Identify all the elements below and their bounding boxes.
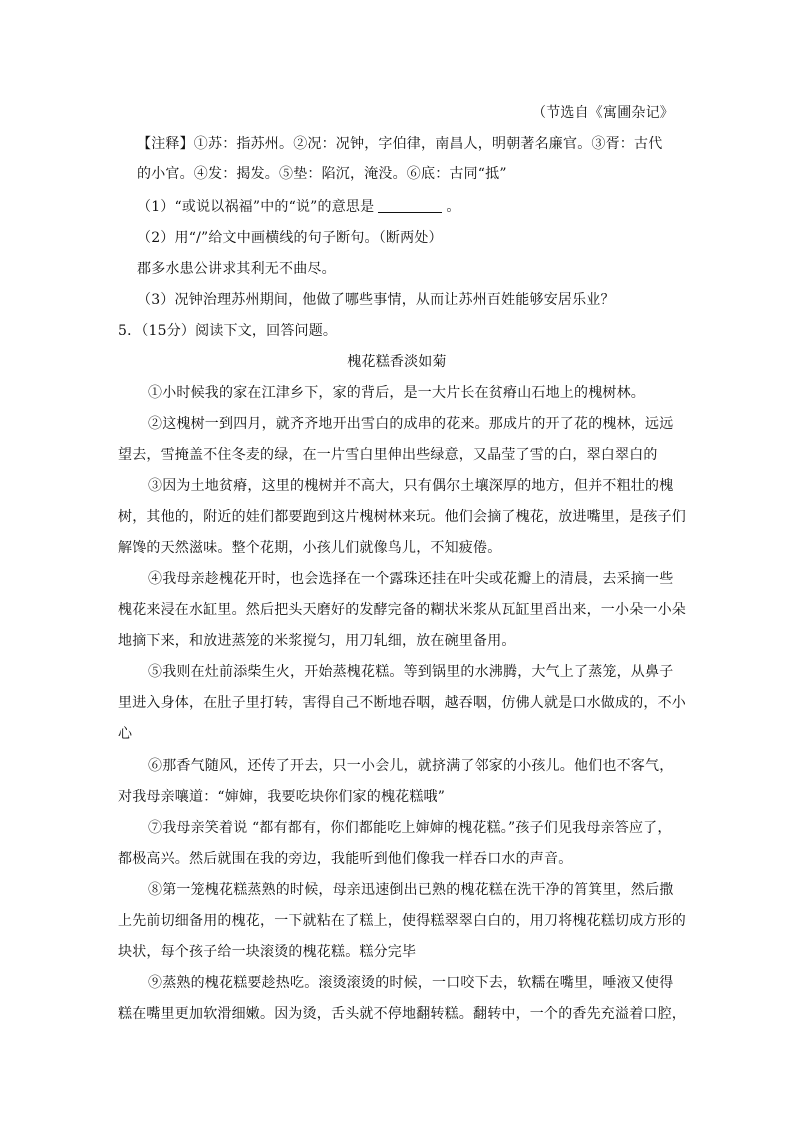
question-1 [137,197,461,217]
paragraph-line: ⑤我则在灶前添柴生火，开始蒸槐花糕。等到锅里的水沸腾，大气上了蒸笼，从鼻子 [148,664,674,680]
article-title: 槐花糕香淡如菊 [347,354,447,370]
section-5-header: 5．（15分）阅读下文，回答问题。 [118,323,338,339]
paragraph-line: 心 [118,726,133,742]
paragraph-line: ⑥那香气随风，还传了开去，只一小会儿，就挤满了邻家的小孩儿。他们也不客气， [148,758,674,774]
paragraph-line: 地摘下来，和放进蒸笼的米浆搅匀，用刀轧细，放在碗里备用。 [118,633,516,649]
answer-blank[interactable] [378,198,442,213]
paragraph-line: 望去，雪掩盖不住冬麦的绿，在一片雪白里伸出些绿意，又晶莹了雪的白，翠白翠白的 [118,447,658,463]
annotation-line-1: 【注释】①苏：指苏州。②况：况钟，字伯律，南昌人，明朝著名廉官。③胥：古代 [137,136,663,152]
question-2: （2）用“/”给文中画横线的句子断句。（断两处） [137,230,443,246]
question-1-text: （1）“或说以祸福”中的“说”的意思是 [137,199,375,215]
paragraph-line: 树，其他的，附近的娃们都要跑到这片槐树林来玩。他们会摘了槐花，放进嘴里，是孩子们 [118,509,686,525]
paragraph-line: 对我母亲嚷道：“婶婶，我要吃块你们家的槐花糕哦” [118,789,446,805]
paragraph-line: ⑧第一笼槐花糕蒸熟的时候，母亲迅速倒出已熟的槐花糕在洗干净的筲箕里，然后撒 [148,882,674,898]
question-3: （3）况钟治理苏州期间，他做了哪些事情，从而让苏州百姓能够安居乐业？ [137,292,615,308]
paragraph-line: ④我母亲趁槐花开时，也会选择在一个露珠还挂在叶尖或花瓣上的清晨，去采摘一些 [148,571,674,587]
paragraph-line: 里进入身体，在肚子里打转，害得自己不断地吞咽，越吞咽，仿佛人就是口水做成的，不小 [118,695,686,711]
annotation-line-2: 的小官。④发：揭发。⑤垫：陷沉，淹没。⑥底：古同“抵” [137,166,507,182]
paragraph-line: 块状，每个孩子给一块滚烫的槐花糕。糕分完毕 [118,944,417,960]
paragraph-line: 都极高兴。然后就围在我的旁边，我能听到他们像我一样吞口水的声音。 [118,851,573,867]
paragraph-line: ⑨蒸熟的槐花糕要趁热吃。滚烫滚烫的时候，一口咬下去，软糯在嘴里，唾液又使得 [148,975,674,991]
question-1-end: 。 [446,199,461,215]
question-2-sentence: 郡多水患公讲求其利无不曲尽。 [137,261,336,277]
paragraph-line: ⑦我母亲笑着说 “都有都有，你们都能吃上婶婶的槐花糕。”孩子们见我母亲答应了， [148,820,672,836]
paragraph-line: 槐花来浸在水缸里。然后把头天磨好的发酵完备的糊状米浆从瓦缸里舀出来，一小朵一小朵 [118,602,686,618]
paragraph-line: ①小时候我的家在江津乡下，家的背后，是一大片长在贫瘠山石地上的槐树林。 [148,385,645,401]
paragraph-line: 糕在嘴里更加软滑细嫩。因为烫，舌头就不停地翻转糕。翻转中，一个的香先充溢着口腔， [118,1006,686,1022]
paragraph-line: ②这槐树一到四月，就齐齐地开出雪白的成串的花来。那成片的开了花的槐林，远远 [148,416,674,432]
paragraph-line: 上先前切细备用的槐花，一下就粘在了糕上，使得糕翠翠白白的，用刀将槐花糕切成方形的 [118,913,686,929]
source-note: （节选自《寓圃杂记》 [532,105,674,121]
paragraph-line: 解馋的天然滋味。整个花期，小孩儿们就像鸟儿，不知疲倦。 [118,540,502,556]
paragraph-line: ③因为土地贫瘠，这里的槐树并不高大，只有偶尔土壤深厚的地方，但并不粗壮的槐 [148,478,674,494]
